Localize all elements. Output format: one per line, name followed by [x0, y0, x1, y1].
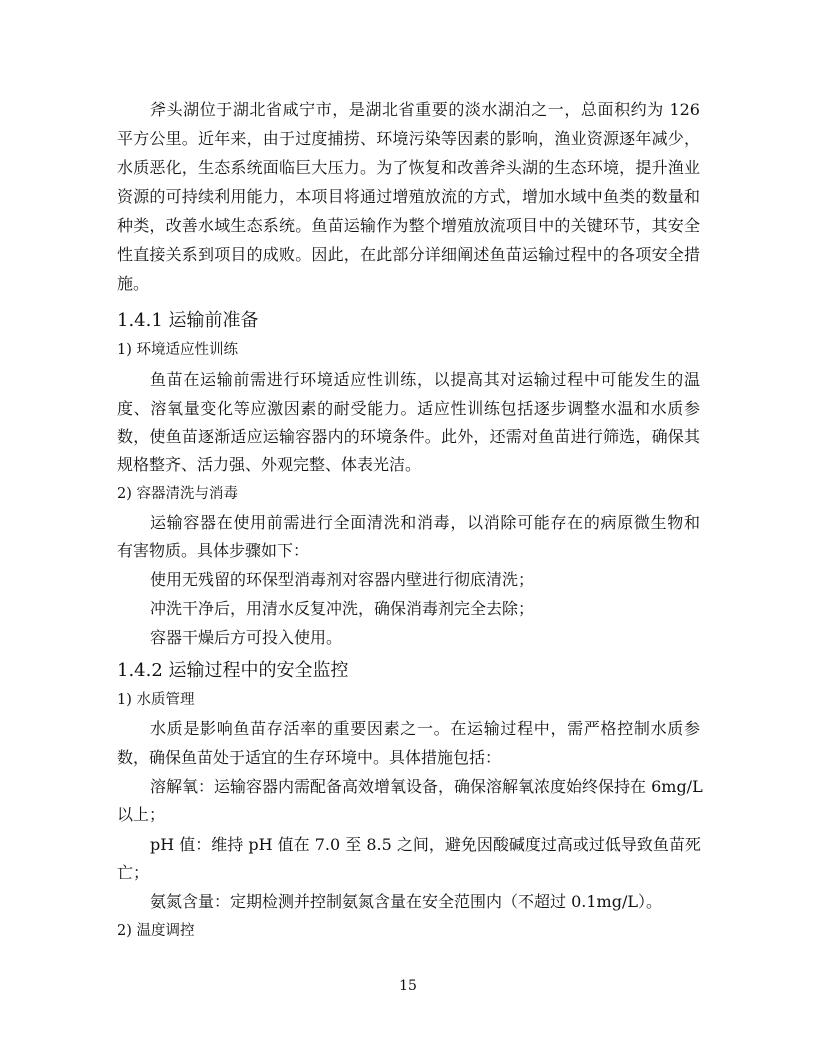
paragraph-line: 水质恶化，生态系统面临巨大压力。为了恢复和改善斧头湖的生态环境，提升渔业 [117, 158, 700, 177]
paragraph-line: 斧头湖位于湖北省咸宁市，是湖北省重要的淡水湖泊之一，总面积约为 126 [150, 100, 700, 119]
paragraph-line: 水质是影响鱼苗存活率的重要因素之一。在运输过程中，需严格控制水质参 [150, 719, 700, 738]
section-heading-1-4-2: 1.4.2 运输过程中的安全监控 [117, 660, 349, 681]
paragraph-line: 度、溶氧量变化等应激因素的耐受能力。适应性训练包括逐步调整水温和水质参 [117, 399, 700, 418]
paragraph-line: 数，使鱼苗逐渐适应运输容器内的环境条件。此外，还需对鱼苗进行筛选，确保其 [117, 427, 700, 446]
measure-line: 亡； [117, 863, 150, 882]
paragraph-line: 规格整齐、活力强、外观完整、体表光洁。 [117, 455, 422, 474]
subheading: 1) 水质管理 [117, 692, 195, 708]
paragraph-line: 鱼苗在运输前需进行环境适应性训练，以提高其对运输过程中可能发生的温 [150, 370, 700, 389]
step-item: 容器干燥后方可投入使用。 [150, 628, 343, 647]
paragraph-line: 施。 [117, 274, 150, 293]
measure-line: pH 值：维持 pH 值在 7.0 至 8.5 之间，避免因酸碱度过高或过低导致鱼苗死 [150, 835, 701, 854]
measure-line: 氨氮含量：定期检测并控制氨氮含量在安全范围内（不超过 0.1mg/L）。 [150, 892, 662, 911]
page-number: 15 [399, 978, 417, 994]
paragraph-line: 种类，改善水域生态系统。鱼苗运输作为整个增殖放流项目中的关键环节，其安全 [117, 216, 700, 235]
section-heading-1-4-1: 1.4.1 运输前准备 [117, 310, 259, 331]
subheading: 2) 温度调控 [117, 923, 195, 939]
subheading: 1) 环境适应性训练 [117, 342, 238, 358]
step-item: 使用无残留的环保型消毒剂对容器内壁进行彻底清洗； [150, 570, 535, 589]
paragraph-line: 数，确保鱼苗处于适宜的生存环境中。具体措施包括： [117, 748, 502, 767]
paragraph-line: 资源的可持续利用能力，本项目将通过增殖放流的方式，增加水域中鱼类的数量和 [117, 187, 700, 206]
step-item: 冲洗干净后，用清水反复冲洗，确保消毒剂完全去除； [150, 599, 535, 618]
paragraph-line: 性直接关系到项目的成败。因此，在此部分详细阐述鱼苗运输过程中的各项安全措 [117, 245, 700, 264]
paragraph-line: 平方公里。近年来，由于过度捕捞、环境污染等因素的影响，渔业资源逐年减少， [117, 129, 700, 148]
paragraph-line: 有害物质。具体步骤如下： [117, 541, 310, 560]
measure-line: 溶解氧：运输容器内需配备高效增氧设备，确保溶解氧浓度始终保持在 6mg/L [150, 777, 703, 796]
subheading: 2) 容器清洗与消毒 [117, 486, 238, 502]
measure-line: 以上； [117, 805, 166, 824]
paragraph-line: 运输容器在使用前需进行全面清洗和消毒，以消除可能存在的病原微生物和 [150, 513, 700, 532]
